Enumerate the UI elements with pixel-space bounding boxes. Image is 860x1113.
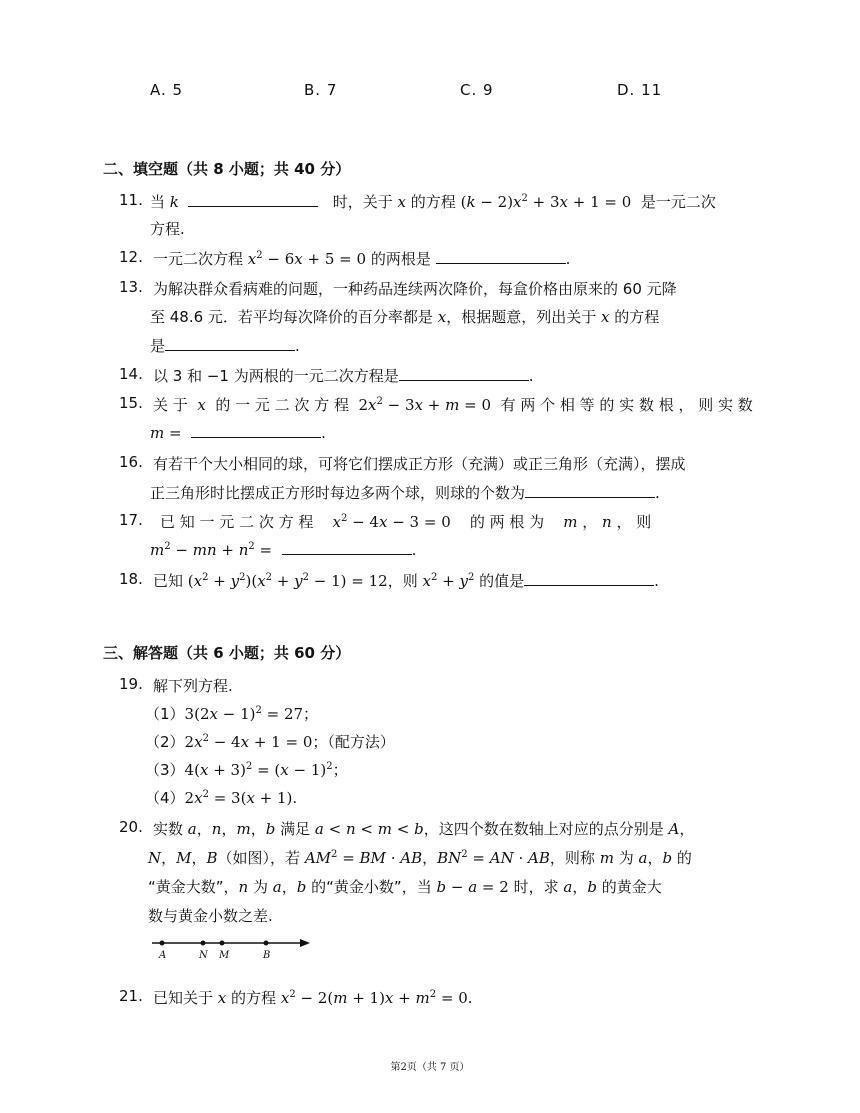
arrow-icon: [300, 939, 310, 947]
q18-number: 18.: [119, 570, 143, 588]
answer-blank: [188, 192, 318, 207]
q20-line4: 数与黄金小数之差.: [148, 907, 273, 925]
point-m: [220, 941, 225, 946]
choice-d: D. 11: [617, 81, 663, 99]
q11-line2: 方程.: [150, 220, 185, 238]
q21-number: 21.: [119, 987, 143, 1005]
q16-number: 16.: [119, 453, 143, 471]
choice-a: A. 5: [150, 81, 184, 99]
q12-line: 一元二次方程 $x^2 - 6x + 5 = 0$ 的两根是 .: [153, 250, 571, 268]
q18-line: 已知 $(x^2 + y^2)(x^2 + y^2 - 1) = 12$，则 $x^2 + y^2$ 的值是 .: [153, 572, 659, 590]
q19-text: 解下列方程.: [153, 677, 233, 695]
q15-number: 15.: [119, 394, 143, 412]
q14-number: 14.: [119, 365, 143, 383]
q19-number: 19.: [119, 675, 143, 693]
label-m: M: [219, 950, 230, 961]
answer-blank: [282, 540, 412, 555]
answer-blank: [524, 571, 654, 586]
q19-part3: $(3)4(x + 3)^2 = (x - 1)^2$；: [145, 761, 348, 779]
answer-blank: [399, 366, 529, 381]
q13-line1: 为解决群众看病难的问题，一种药品连续两次降价，每盒价格由原来的 60 元降: [153, 280, 677, 298]
label-n: N: [199, 950, 208, 961]
q15-line1: 关 于 x 的 一 元 二 次 方 程 $2x^2 - 3x + m = 0$ 有 两 个 相 等 的 实 数 根 ， 则 实 数: [153, 396, 753, 414]
q14-line: 以 3 和 −1 为两根的一元二次方程是 .: [153, 367, 534, 385]
label-a: A: [159, 950, 167, 961]
q13-line2: 至 48.6 元．若平均每次降价的百分率都是 x，根据题意，列出关于 x 的方程: [150, 308, 660, 326]
q17-line2: $m^2$ − mn + $n^2$ = .: [150, 541, 417, 559]
choice-options: [0, 81, 860, 103]
number-line-figure: [148, 932, 318, 964]
q19-part2: $(2)2x^2 - 4x + 1 = 0$；（配方法）: [145, 733, 395, 751]
answer-blank: [165, 336, 295, 351]
q20-line1: 实数 a，n，m，b 满足 a < n < m < b，这四个数在数轴上对应的点分别是 A，: [153, 820, 695, 838]
section-3-title: 三、解答题（共 6 小题；共 60 分）: [103, 644, 351, 662]
point-n: [201, 941, 206, 946]
point-b: [264, 941, 269, 946]
q21-line: 已知关于 x 的方程 $x^2 - 2(m + 1)x + m^2 = 0$.: [153, 989, 473, 1007]
q19-part4: $(4)2x^2 = 3(x + 1)$.: [145, 789, 298, 807]
q20-number: 20.: [119, 818, 143, 836]
q20-line3: “黄金大数”，n 为 a，b 的“黄金小数”，当 b − a = 2 时，求 a，b 的黄金大: [148, 878, 662, 896]
q13-number: 13.: [119, 278, 143, 296]
q19-part1: $(1)3(2x - 1)^2 = 27$；: [145, 705, 319, 723]
page-footer: 第2页（共 7 页）: [390, 1062, 470, 1073]
q16-line1: 有若干个大小相同的球，可将它们摆成正方形（充满）或正三角形（充满），摆成: [153, 455, 686, 473]
q16-line2: 正三角形时比摆成正方形时每边多两个球，则球的个数为 .: [150, 484, 660, 502]
answer-blank: [436, 249, 566, 264]
answer-blank: [191, 423, 321, 438]
q11-number: 11.: [119, 191, 143, 209]
q11-line1: 当 k 时，关于 x 的方程 $(k - 2)x^2 + 3x + 1 = 0$ 是一元二次: [150, 193, 716, 211]
q17-number: 17.: [119, 511, 143, 529]
label-b: B: [263, 950, 271, 961]
point-a: [160, 941, 165, 946]
q12-number: 12.: [119, 248, 143, 266]
section-2-title: 二、填空题（共 8 小题；共 40 分）: [103, 160, 351, 178]
q20-line2: N，M，B（如图），若 $AM^2$ = BM · AB，$BN^2$ = AN · AB，则称 m 为 a，b 的: [148, 849, 692, 867]
q17-line1: 已 知 一 元 二 次 方 程 $x^2 - 4x - 3 = 0$ 的 两 根 为 m ， n ， 则: [160, 513, 652, 531]
q13-line3: 是 .: [150, 337, 300, 355]
answer-blank: [525, 483, 655, 498]
q15-line2: m = .: [150, 424, 326, 442]
choice-c: C. 9: [460, 81, 494, 99]
choice-b: B. 7: [304, 81, 338, 99]
